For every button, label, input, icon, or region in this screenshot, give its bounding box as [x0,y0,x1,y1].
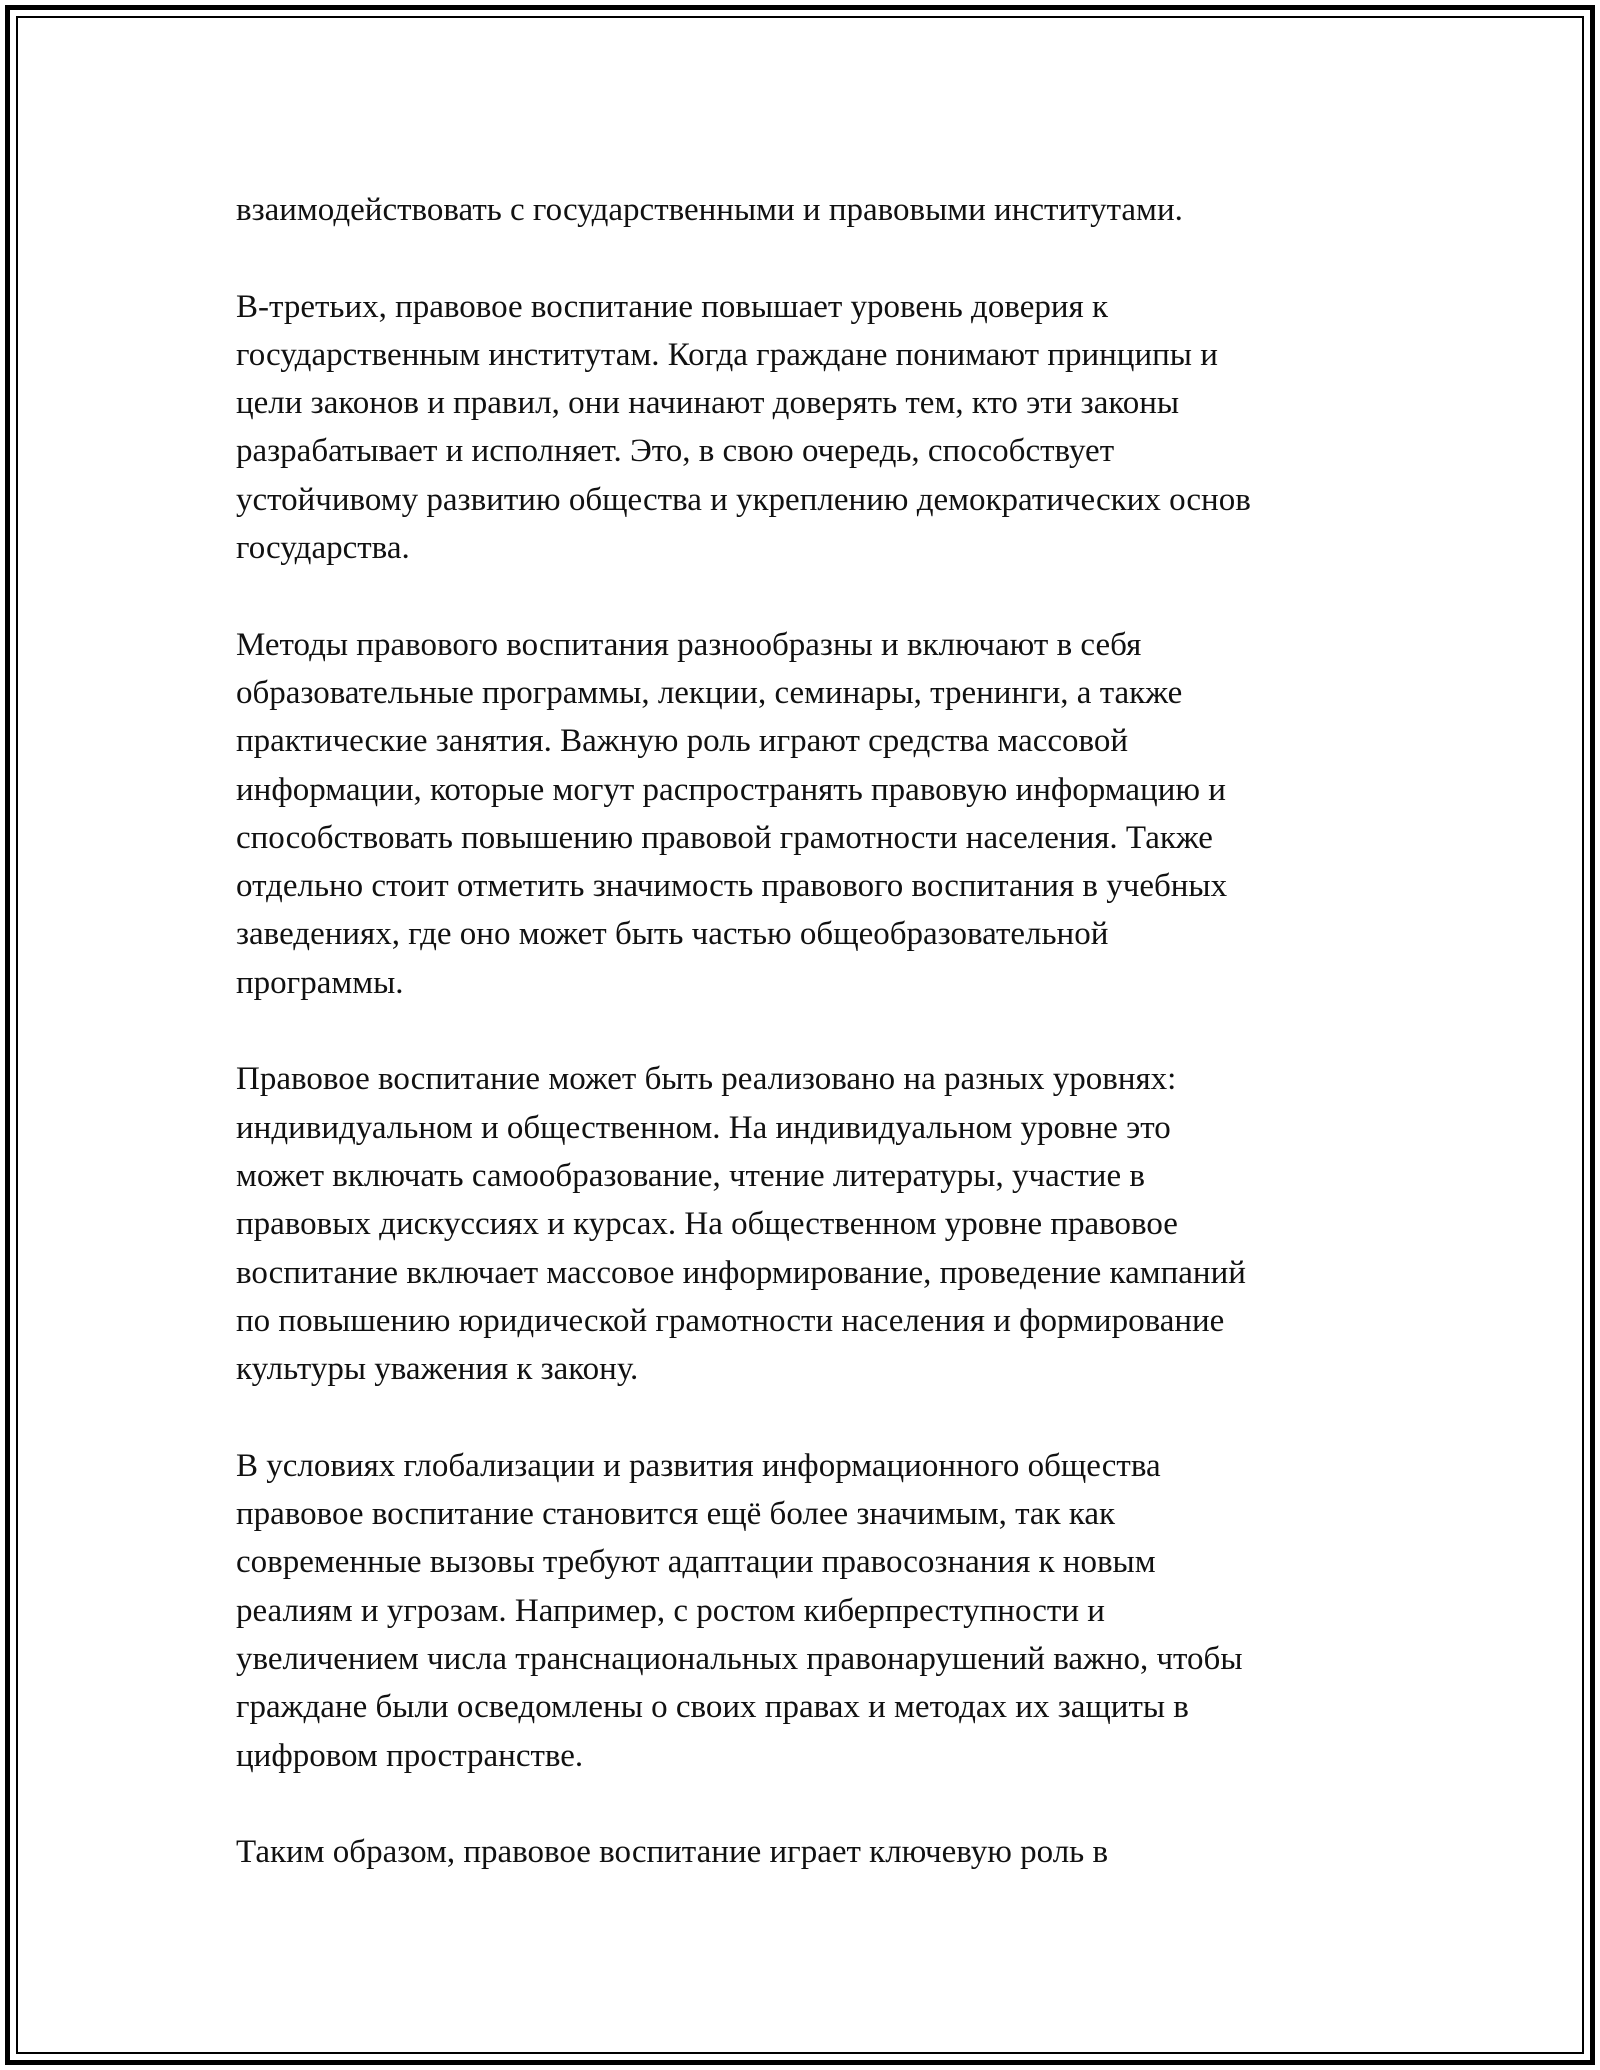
text-line: взаимодействовать с государственными и правовыми институтами. [236,192,1183,228]
paragraph [236,621,1381,1007]
text-line: правовое воспитание становится ещё более значимым, так как [236,1496,1116,1533]
text-line: В условиях глобализации и развития информационного общества [236,1447,1161,1484]
text-line: устойчивому развитию общества и укреплению демократических основ [236,481,1251,518]
text-line: информации, которые могут распространять правовую информацию и [236,771,1226,808]
text-line: увеличением числа транснациональных правонарушений важно, чтобы [236,1640,1243,1677]
text-line: цели законов и правил, они начинают доверять тем, кто эти законы [236,385,1180,422]
text-line: Методы правового воспитания разнообразны и включают в себя [236,626,1142,663]
paragraph [236,283,1381,573]
paragraph [236,186,1381,234]
text-line: современные вызовы требуют адаптации правосознания к новым [236,1544,1156,1581]
text-line: практические занятия. Важную роль играют средства массовой [236,723,1129,760]
text-line: культуры уважения к закону. [236,1351,639,1388]
text-line: разрабатывает и исполняет. Это, в свою очередь, способствует [236,433,1115,470]
text-line: по повышению юридической грамотности населения и формирование [236,1302,1225,1339]
text-line: граждане были осведомлены о своих правах и методах их защиты в [236,1689,1189,1726]
text-line: способствовать повышению правовой грамотности населения. Также [236,819,1213,856]
text-line: цифровом пространстве. [236,1737,584,1774]
paragraph [236,1442,1381,1780]
text-line: воспитание включает массовое информирование, проведение кампаний [236,1254,1246,1291]
text-line: государства. [236,530,410,567]
text-line: В-третьих, правовое воспитание повышает уровень доверия к [236,288,1108,325]
text-line: программы. [236,964,404,1001]
text-line: государственным институтам. Когда граждане понимают принципы и [236,336,1218,373]
text-line: Правовое воспитание может быть реализовано на разных уровнях: [236,1061,1177,1098]
text-line: индивидуальном и общественном. На индивидуальном уровне это [236,1109,1171,1146]
text-line: правовых дискуссиях и курсах. На общественном уровне правовое [236,1206,1178,1243]
paragraph [236,1828,1381,1876]
text-line: образовательные программы, лекции, семинары, тренинги, а также [236,674,1183,711]
text-line: может включать самообразование, чтение литературы, участие в [236,1157,1145,1194]
paragraph [236,1055,1381,1393]
document-body [236,186,1381,1925]
text-line: реалиям и угрозам. Например, с ростом киберпреступности и [236,1592,1105,1629]
text-line: Таким образом, правовое воспитание играет ключевую роль в [236,1834,1109,1871]
text-line: заведениях, где оно может быть частью общеобразовательной [236,916,1109,953]
text-line: отдельно стоит отметить значимость правового воспитания в учебных [236,868,1228,905]
